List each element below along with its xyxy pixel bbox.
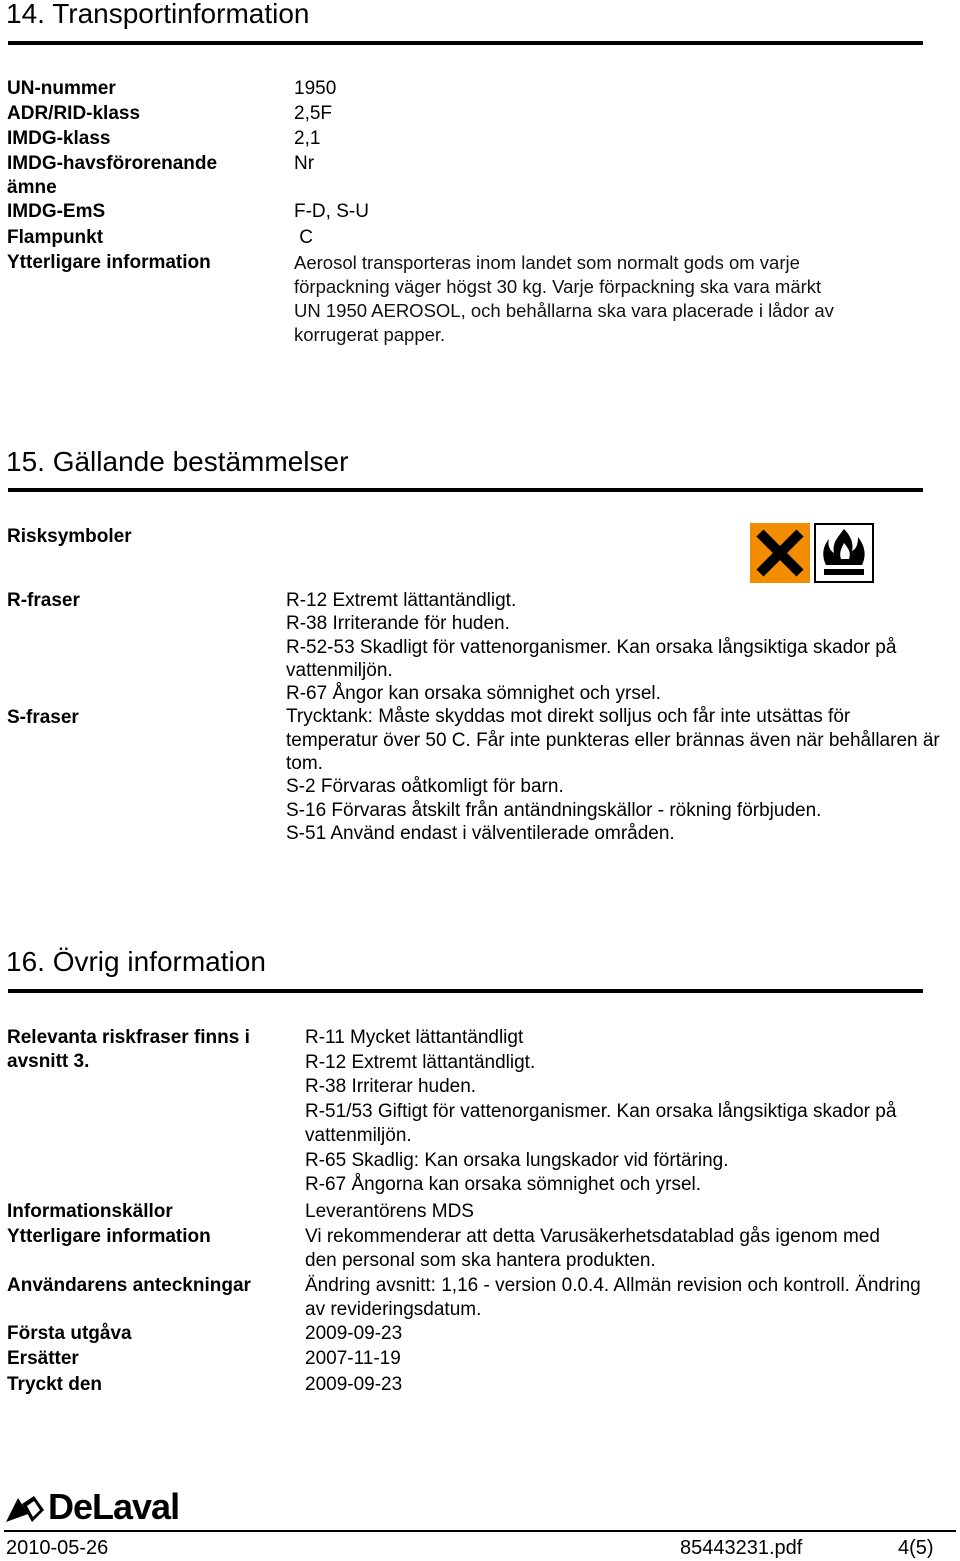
section-15-title: 15. Gällande bestämmelser [6,446,349,477]
flammable-flame-icon [814,523,874,583]
footer-date: 2010-05-26 [6,1537,109,1559]
relevant-phrase-38: R-38 Irriterar huden. [305,1076,477,1097]
label-imdg-marine-pollutant: IMDG-havsförorenande ämne [7,153,218,198]
section-15-rule [8,488,923,492]
label-r-phrases: R-fraser [7,590,80,611]
value-additional-info-16: Vi rekommenderar att detta Varusäkerhetsdatablad gås igenom med den personal som ska hantera produkten. [305,1226,880,1271]
section-14-rule [8,41,923,45]
s-phrase-2: S-2 Förvaras oåtkomligt för barn. [286,776,564,798]
footer-file-name: 85443231.pdf [680,1537,803,1559]
label-info-sources: Informationskällor [7,1201,173,1222]
value-flash-point: C [294,227,313,248]
value-un-number: 1950 [294,78,337,99]
value-imdg-ems: F-D, S-U [294,201,369,222]
value-imdg-class: 2,1 [294,128,321,149]
delaval-logo-text: DeLaval [48,1486,180,1527]
label-adr-rid: ADR/RID-klass [7,103,141,124]
label-additional-info-16: Ytterligare information [7,1226,211,1247]
footer-page-number: 4(5) [898,1537,934,1559]
label-first-edition: Första utgåva [7,1323,132,1344]
label-replaces: Ersätter [7,1348,79,1369]
section-14-title: 14. Transportinformation [6,0,310,29]
relevant-phrase-51-53: R-51/53 Giftigt för vattenorganismer. Kan orsaka långsiktiga skador på vattenmiljön. [305,1100,897,1146]
relevant-phrase-65: R-65 Skadlig: Kan orsaka lungskador vid förtäring. [305,1149,729,1171]
value-replaces: 2007-11-19 [305,1348,401,1369]
label-imdg-class: IMDG-klass [7,128,111,149]
label-relevant-risk-phrases: Relevanta riskfraser finns i avsnitt 3. [7,1027,250,1072]
s-phrase-pressure-tank: Trycktank: Måste skyddas mot direkt solljus och får inte utsättas för temperatur över 50 C. Får inte punkteras eller brännas även när behållaren är tom. [286,706,940,775]
relevant-phrase-12: R-12 Extremt lättantändligt. [305,1051,536,1073]
value-imdg-marine-pollutant: Nr [294,153,315,174]
r-phrase-12: R-12 Extremt lättantändligt. [286,590,517,611]
section-16-rule [8,989,923,993]
relevant-phrase-11: R-11 Mycket lättantändligt [305,1027,524,1048]
section-16-title: 16. Övrig information [6,946,266,977]
r-phrase-52-53: R-52-53 Skadligt för vattenorganismer. Kan orsaka långsiktiga skador på vattenmiljön. [286,636,897,681]
label-user-notes: Användarens anteckningar [7,1275,251,1296]
r-phrase-67: R-67 Ångor kan orsaka sömnighet och yrsel. [286,683,661,705]
value-adr-rid: 2,5F [294,103,333,124]
footer-rule [4,1530,956,1532]
phrase-list [286,589,946,845]
harmful-x-icon [750,523,810,583]
value-printed-on: 2009-09-23 [305,1374,403,1395]
label-flash-point: Flampunkt [7,227,104,248]
r-phrase-38: R-38 Irriterande för huden. [286,613,510,635]
label-risk-symbols: Risksymboler [7,526,132,547]
label-additional-info: Ytterligare information [7,252,211,273]
s-phrase-51: S-51 Använd endast i välventilerade områden. [286,822,675,844]
value-additional-info: Aerosol transporteras inom landet som normalt gods om varje förpackning väger högst 30 kg. Varje förpackning ska vara märkt UN 1950 AEROSOL, och behållarna ska vara placerade i lådor av korrugerat papper. [294,252,834,345]
delaval-logo-icon [4,1492,46,1526]
relevant-phrase-list [305,1026,905,1198]
label-s-phrases: S-fraser [7,707,79,728]
label-imdg-ems: IMDG-EmS [7,201,106,222]
relevant-phrase-67: R-67 Ångorna kan orsaka sömnighet och yrsel. [305,1174,702,1195]
s-phrase-16: S-16 Förvaras åtskilt från antändningskällor - rökning förbjuden. [286,799,822,821]
value-first-edition: 2009-09-23 [305,1323,403,1344]
value-user-notes: Ändring avsnitt: 1,16 - version 0.0.4. Allmän revision och kontroll. Ändring av revideringsdatum. [305,1275,921,1320]
label-un-number: UN-nummer [7,78,116,99]
label-printed-on: Tryckt den [7,1374,103,1395]
value-info-sources: Leverantörens MDS [305,1201,474,1222]
